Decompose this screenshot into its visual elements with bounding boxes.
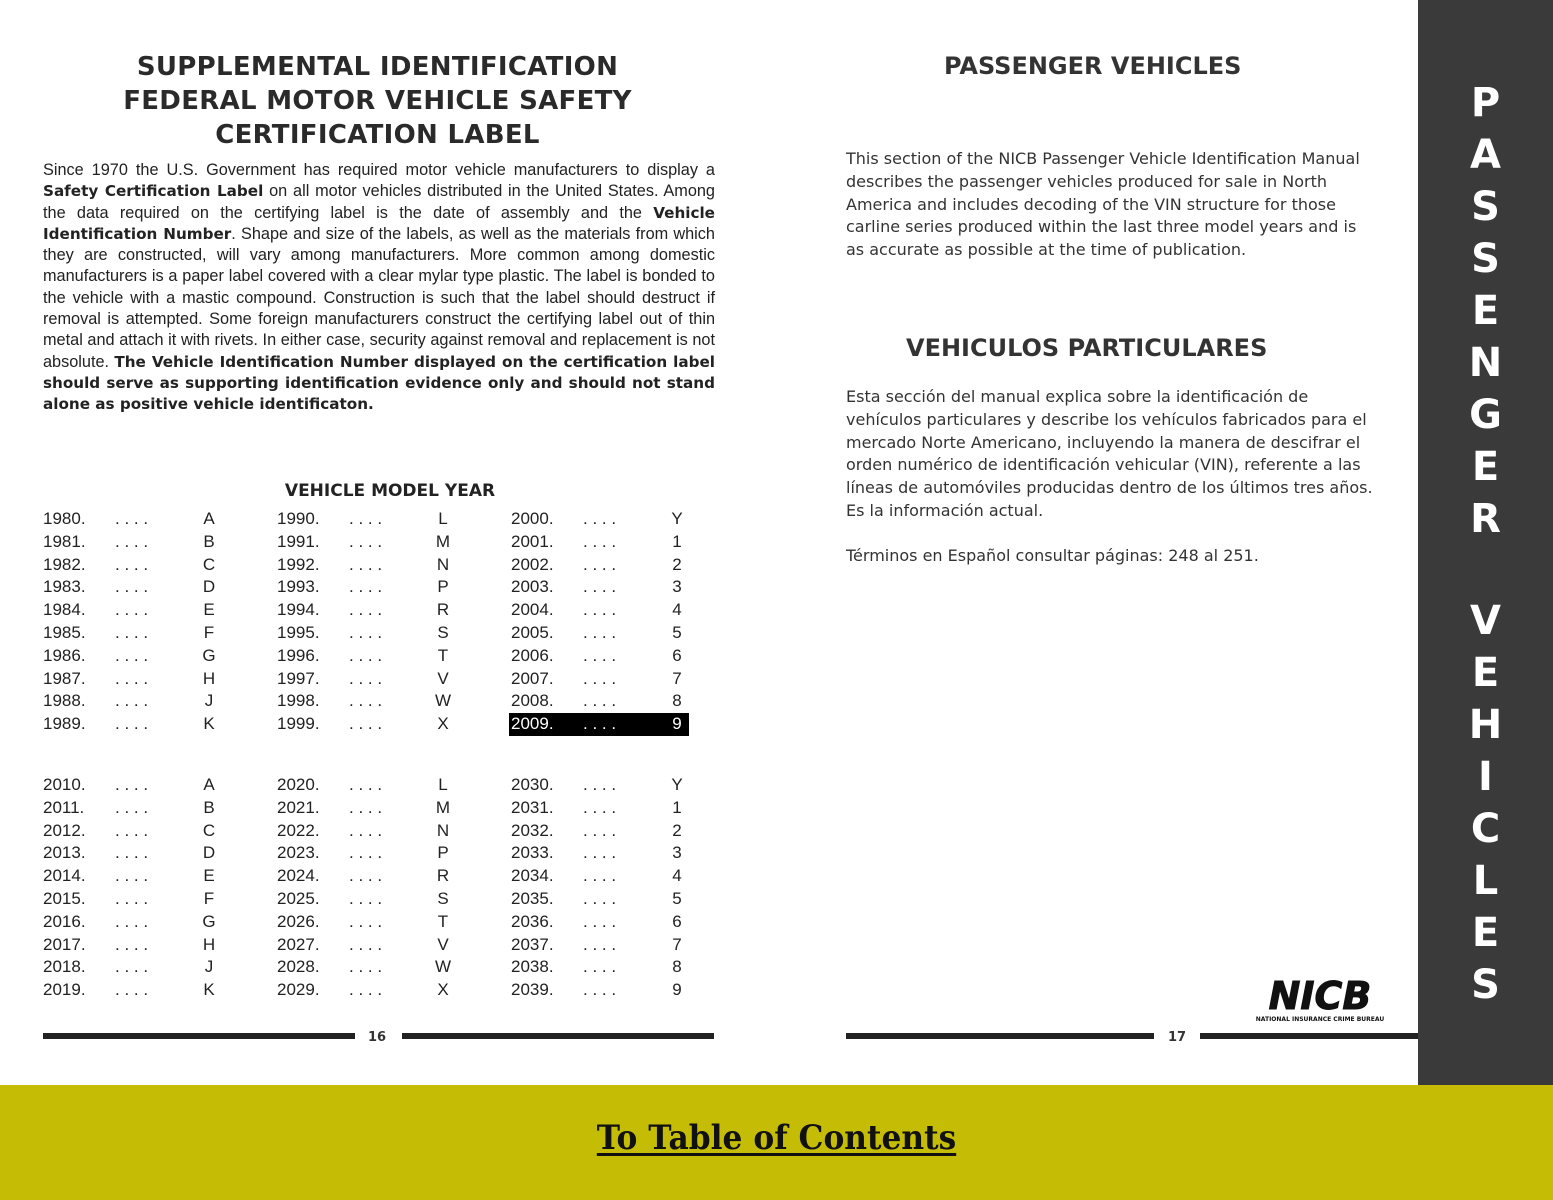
model-year: 2037. — [511, 934, 554, 954]
left-page-title — [40, 50, 715, 152]
vin-year-code: F — [203, 622, 215, 642]
model-year: 1982. — [43, 554, 86, 574]
model-year-row — [509, 774, 689, 797]
model-year-row — [275, 531, 455, 554]
side-tab-letter: R — [1470, 496, 1501, 542]
vin-year-code: G — [202, 911, 216, 931]
model-year-row — [275, 668, 455, 691]
title-line-1: SUPPLEMENTAL IDENTIFICATION — [136, 52, 619, 82]
vin-year-code: R — [436, 866, 450, 886]
leader-dots: . . . . — [115, 509, 149, 528]
vin-year-code: J — [204, 691, 214, 711]
leader-dots: . . . . — [583, 866, 617, 886]
model-year-row — [509, 554, 689, 577]
model-year: 1994. — [277, 600, 320, 620]
model-year: 2002. — [511, 554, 554, 574]
page-number-left: 16 — [368, 1030, 387, 1045]
model-year: 2032. — [511, 820, 554, 840]
model-year: 2024. — [277, 866, 320, 886]
vin-year-code: B — [203, 531, 215, 551]
model-year-row — [41, 934, 221, 957]
leader-dots: . . . . — [349, 577, 383, 597]
spanish-terms-note: Términos en Español consultar páginas: 248 al 251. — [846, 546, 1259, 565]
vin-year-code: X — [437, 714, 449, 734]
leader-dots: . . . . — [583, 577, 617, 597]
vin-year-code: Y — [671, 775, 683, 794]
leader-dots: . . . . — [583, 888, 617, 908]
side-tab-letter: P — [1470, 80, 1501, 126]
vin-year-code: F — [203, 888, 215, 908]
leader-dots: . . . . — [349, 691, 383, 711]
model-year-row — [509, 531, 689, 554]
leader-dots: . . . . — [583, 714, 617, 734]
model-year-row — [275, 797, 455, 820]
leader-dots: . . . . — [115, 577, 149, 597]
model-year-row — [41, 668, 221, 691]
vin-year-code: 5 — [672, 888, 682, 908]
model-year: 2012. — [43, 820, 86, 840]
leader-dots: . . . . — [115, 911, 149, 931]
leader-dots: . . . . — [115, 888, 149, 908]
model-year-row — [275, 599, 455, 622]
right-page — [770, 0, 1420, 1085]
vin-year-code: A — [203, 775, 215, 794]
side-tab-letter: A — [1470, 132, 1501, 178]
year-column-2000s — [509, 508, 689, 736]
vin-year-code: 5 — [672, 622, 682, 642]
model-year-row — [509, 622, 689, 645]
leader-dots: . . . . — [349, 531, 383, 551]
model-year-row — [275, 508, 455, 531]
vin-year-code: 4 — [672, 866, 682, 886]
model-year-row — [509, 934, 689, 957]
vin-year-code: A — [203, 509, 215, 528]
leader-dots: . . . . — [115, 957, 149, 977]
model-year: 2001. — [511, 531, 554, 551]
title-line-2: FEDERAL MOTOR VEHICLE SAFETY — [123, 86, 632, 116]
page-number-right: 17 — [1168, 1030, 1187, 1045]
leader-dots: . . . . — [583, 509, 617, 528]
model-year: 2004. — [511, 600, 554, 620]
leader-dots: . . . . — [583, 980, 617, 1000]
nicb-logo — [1240, 975, 1400, 1025]
vin-year-code: V — [437, 668, 449, 688]
vin-year-code: R — [436, 600, 450, 620]
side-tab-letter: E — [1471, 444, 1500, 490]
vin-year-code: 6 — [672, 645, 682, 665]
model-year: 1988. — [43, 691, 86, 711]
model-year: 2005. — [511, 622, 554, 642]
leader-dots: . . . . — [115, 843, 149, 863]
year-column-1980s — [41, 508, 221, 736]
vin-year-code: 8 — [672, 691, 682, 711]
leader-dots: . . . . — [115, 820, 149, 840]
leader-dots: . . . . — [115, 645, 149, 665]
vin-year-code: E — [203, 600, 215, 620]
model-year: 1999. — [277, 714, 320, 734]
vin-year-code: H — [202, 668, 216, 688]
leader-dots: . . . . — [583, 554, 617, 574]
vin-year-code: E — [203, 866, 215, 886]
side-tab-letter: S — [1471, 236, 1500, 282]
model-year-row — [509, 797, 689, 820]
model-year: 1996. — [277, 645, 320, 665]
leader-dots: . . . . — [349, 645, 383, 665]
model-year-row — [41, 531, 221, 554]
model-year: 1980. — [43, 509, 86, 528]
leader-dots: . . . . — [115, 934, 149, 954]
leader-dots: . . . . — [583, 645, 617, 665]
model-year-row — [275, 622, 455, 645]
side-tab-letter: N — [1468, 340, 1503, 386]
vin-year-code: L — [438, 775, 448, 794]
model-year-row — [509, 888, 689, 911]
model-year-row — [275, 956, 455, 979]
intro-paragraph-es: Esta sección del manual explica sobre la identificación de vehículos particulares y describe los vehículos fabricados para el mercado Norte Americano, incluyendo la manera de descifrar el orden numérico de identificación vehicular (VIN), referente a las líneas de automóviles producidas dentro de los últimos tres años. Es la información actual. — [846, 387, 1373, 520]
leader-dots: . . . . — [583, 957, 617, 977]
model-year: 2010. — [43, 775, 86, 794]
model-year: 2028. — [277, 957, 320, 977]
model-year-row — [41, 774, 221, 797]
vin-year-code: T — [437, 911, 449, 931]
model-year-row — [41, 911, 221, 934]
leader-dots: . . . . — [583, 531, 617, 551]
nicb-logo-subtext: NATIONAL INSURANCE CRIME BUREAU — [1255, 1016, 1385, 1023]
table-of-contents-link[interactable]: To Table of Contents — [596, 1118, 957, 1158]
model-year: 1985. — [43, 622, 86, 642]
model-year-row — [509, 865, 689, 888]
leader-dots: . . . . — [115, 866, 149, 886]
model-year-row — [509, 508, 689, 531]
leader-dots: . . . . — [349, 622, 383, 642]
model-year-row — [509, 842, 689, 865]
model-year-row — [509, 713, 689, 736]
model-year-row — [275, 865, 455, 888]
leader-dots: . . . . — [583, 843, 617, 863]
model-year: 2029. — [277, 980, 320, 1000]
leader-dots: . . . . — [349, 668, 383, 688]
body-bold-2: Vehicle Identification Number — [43, 203, 715, 243]
leader-dots: . . . . — [349, 509, 383, 528]
model-year-row — [275, 979, 455, 1002]
model-year: 2009. — [511, 714, 554, 734]
leader-dots: . . . . — [349, 911, 383, 931]
leader-dots: . . . . — [115, 980, 149, 1000]
leader-dots: . . . . — [349, 714, 383, 734]
vin-year-code: H — [202, 934, 216, 954]
model-year-row — [509, 690, 689, 713]
vin-year-code: 1 — [672, 531, 682, 551]
side-tab-letter: H — [1468, 702, 1503, 748]
model-year-row — [41, 713, 221, 736]
model-year-row — [509, 911, 689, 934]
vin-year-code: D — [202, 577, 216, 597]
model-year: 1995. — [277, 622, 320, 642]
vin-year-code: 1 — [672, 797, 682, 817]
model-year: 2035. — [511, 888, 554, 908]
model-year: 2007. — [511, 668, 554, 688]
model-year: 2000. — [511, 509, 554, 528]
leader-dots: . . . . — [583, 911, 617, 931]
body-text-1: Since 1970 the U.S. Government has required motor vehicle manufacturers to display a — [43, 161, 715, 179]
model-year-row — [41, 842, 221, 865]
leader-dots: . . . . — [583, 600, 617, 620]
leader-dots: . . . . — [349, 775, 383, 794]
leader-dots: . . . . — [583, 934, 617, 954]
leader-dots: . . . . — [349, 980, 383, 1000]
model-year: 1998. — [277, 691, 320, 711]
model-year-row — [41, 865, 221, 888]
section-side-tab — [1418, 0, 1553, 1085]
vin-year-code: S — [437, 888, 449, 908]
model-year: 2034. — [511, 866, 554, 886]
vin-year-code: M — [435, 531, 451, 551]
leader-dots: . . . . — [115, 668, 149, 688]
leader-dots: . . . . — [349, 843, 383, 863]
leader-dots: . . . . — [583, 691, 617, 711]
vin-year-code: K — [203, 714, 215, 734]
vin-year-code: M — [435, 797, 451, 817]
model-year-title: VEHICLE MODEL YEAR — [284, 481, 496, 501]
heading-vehiculos-particulares: VEHICULOS PARTICULARES — [906, 334, 1268, 362]
footer-rule-right-b — [1200, 1033, 1420, 1039]
leader-dots: . . . . — [349, 797, 383, 817]
vin-year-code: T — [437, 645, 449, 665]
side-tab-letter: E — [1471, 910, 1500, 956]
year-column-1990s — [275, 508, 455, 736]
nicb-logo-text: NICB — [1268, 975, 1372, 1018]
year-column-2020s — [275, 774, 455, 1002]
leader-dots: . . . . — [115, 797, 149, 817]
vin-year-code: 3 — [672, 577, 682, 597]
model-year: 2017. — [43, 934, 86, 954]
model-year-row — [41, 797, 221, 820]
vin-year-code: 2 — [672, 820, 682, 840]
side-tab-letter: E — [1471, 288, 1500, 334]
vin-year-code: X — [437, 980, 449, 1000]
model-year-row — [41, 888, 221, 911]
model-year: 2019. — [43, 980, 86, 1000]
model-year: 2027. — [277, 934, 320, 954]
vin-year-code: 7 — [672, 668, 682, 688]
model-year: 1986. — [43, 645, 86, 665]
model-year: 1981. — [43, 531, 86, 551]
model-year: 2016. — [43, 911, 86, 931]
model-year-row — [41, 956, 221, 979]
model-year-row — [41, 690, 221, 713]
vin-year-code: 9 — [672, 714, 682, 734]
model-year-row — [509, 668, 689, 691]
model-year: 2021. — [277, 797, 320, 817]
model-year: 2015. — [43, 888, 86, 908]
model-year: 2011. — [43, 797, 85, 817]
leader-dots: . . . . — [349, 934, 383, 954]
body-bold-3: The Vehicle Identification Number displayed on the certification label should serve as supporting identification evidence only and should not stand alone as positive vehicle identificaton. — [43, 352, 715, 414]
model-year: 2018. — [43, 957, 86, 977]
model-year: 2038. — [511, 957, 554, 977]
model-year: 1997. — [277, 668, 320, 688]
model-year: 2036. — [511, 911, 554, 931]
body-text-2: on all motor vehicles distributed in the United States. Among the data required on the certifying label is the date of assembly and the — [43, 182, 715, 222]
model-year: 2003. — [511, 577, 554, 597]
vin-year-code: K — [203, 980, 215, 1000]
model-year: 1990. — [277, 509, 320, 528]
side-tab-letter: S — [1471, 184, 1500, 230]
side-tab-letter: I — [1478, 754, 1493, 800]
vin-year-code: N — [436, 554, 450, 574]
model-year: 1991. — [277, 531, 320, 551]
model-year-row — [275, 842, 455, 865]
left-page — [0, 0, 770, 1085]
vin-year-code: 2 — [672, 554, 682, 574]
model-year-row — [41, 622, 221, 645]
model-year-row — [41, 554, 221, 577]
side-tab-letter: L — [1472, 858, 1499, 904]
leader-dots: . . . . — [349, 554, 383, 574]
model-year-row — [41, 599, 221, 622]
model-year-row — [509, 956, 689, 979]
body-text-3: . Shape and size of the labels, as well as the materials from which they are constructed, will vary among manufacturers. More common among domestic manufacturers is a paper label covered with a clear mylar type plastic. The label is bonded to the vehicle with a mastic compound. Construction is such that the label should destruct if removal is attempted. Some foreign manufacturers construct the certifying label out of thin metal and attach it with rivets. In either case, security against removal and replacement is not absolute. — [43, 224, 715, 371]
model-year-row — [41, 820, 221, 843]
vin-year-code: B — [203, 797, 215, 817]
model-year-row — [509, 576, 689, 599]
model-year: 2031. — [511, 797, 554, 817]
model-year-row — [275, 934, 455, 957]
model-year: 1993. — [277, 577, 320, 597]
leader-dots: . . . . — [583, 622, 617, 642]
side-tab-letter: G — [1469, 392, 1502, 438]
model-year: 2030. — [511, 775, 554, 794]
model-year-row — [275, 888, 455, 911]
vin-year-code: L — [438, 509, 448, 528]
vin-year-code: 9 — [672, 980, 682, 1000]
leader-dots: . . . . — [115, 554, 149, 574]
model-year-row — [275, 713, 455, 736]
model-year: 2039. — [511, 980, 554, 1000]
vin-year-code: P — [437, 577, 449, 597]
model-year: 2033. — [511, 843, 554, 863]
leader-dots: . . . . — [349, 888, 383, 908]
vin-year-code: W — [434, 691, 452, 711]
model-year: 1984. — [43, 600, 86, 620]
vin-year-code: 4 — [672, 600, 682, 620]
model-year-row — [275, 911, 455, 934]
model-year-row — [275, 554, 455, 577]
year-column-2030s — [509, 774, 689, 1002]
leader-dots: . . . . — [583, 668, 617, 688]
side-tab-letter: E — [1471, 650, 1500, 696]
vin-year-code: N — [436, 820, 450, 840]
model-year-row — [275, 774, 455, 797]
vin-year-code: S — [437, 622, 449, 642]
vin-year-code: G — [202, 645, 216, 665]
model-year-row — [275, 576, 455, 599]
vin-year-code: V — [437, 934, 449, 954]
side-tab-letter: C — [1470, 806, 1501, 852]
vin-year-code: C — [202, 820, 216, 840]
model-year: 2013. — [43, 843, 86, 863]
vin-year-code: Y — [671, 509, 683, 528]
leader-dots: . . . . — [115, 714, 149, 734]
body-bold-1: Safety Certification Label — [43, 182, 264, 201]
leader-dots: . . . . — [115, 531, 149, 551]
leader-dots: . . . . — [583, 820, 617, 840]
intro-paragraph-en: This section of the NICB Passenger Vehicle Identification Manual describes the passenger vehicles produced for sale in North America and includes decoding of the VIN structure for those carline series produced within the last three model years and is as accurate as possible at the time of publication. — [846, 149, 1360, 260]
leader-dots: . . . . — [349, 957, 383, 977]
side-tab-letter: S — [1471, 962, 1500, 1008]
model-year-row — [41, 576, 221, 599]
vin-year-code: 3 — [672, 843, 682, 863]
model-year: 2008. — [511, 691, 554, 711]
model-year: 1992. — [277, 554, 320, 574]
model-year-row — [509, 820, 689, 843]
footer-rule-right-a — [846, 1033, 1154, 1039]
vin-year-code: J — [204, 957, 214, 977]
side-tab-letter: V — [1470, 598, 1501, 644]
model-year: 2025. — [277, 888, 320, 908]
model-year-row — [275, 820, 455, 843]
model-year: 2020. — [277, 775, 320, 794]
certification-label-paragraph — [43, 160, 715, 416]
leader-dots: . . . . — [583, 775, 617, 794]
leader-dots: . . . . — [115, 600, 149, 620]
vin-year-code: P — [437, 843, 449, 863]
model-year: 1987. — [43, 668, 86, 688]
model-year-row — [509, 979, 689, 1002]
footer-rule-left-b — [402, 1033, 714, 1039]
model-year: 2022. — [277, 820, 320, 840]
leader-dots: . . . . — [349, 600, 383, 620]
model-year: 2006. — [511, 645, 554, 665]
model-year: 2014. — [43, 866, 86, 886]
model-year: 1989. — [43, 714, 86, 734]
leader-dots: . . . . — [115, 775, 149, 794]
leader-dots: . . . . — [349, 866, 383, 886]
vin-year-code: C — [202, 554, 216, 574]
model-year-row — [509, 599, 689, 622]
model-year: 2026. — [277, 911, 320, 931]
vin-year-code: W — [434, 957, 452, 977]
vin-year-code: 6 — [672, 911, 682, 931]
leader-dots: . . . . — [349, 820, 383, 840]
vin-year-code: 7 — [672, 934, 682, 954]
footer-rule-left-a — [43, 1033, 355, 1039]
model-year-row — [275, 645, 455, 668]
leader-dots: . . . . — [115, 622, 149, 642]
model-year-row — [41, 979, 221, 1002]
model-year-row — [41, 508, 221, 531]
model-year-row — [509, 645, 689, 668]
leader-dots: . . . . — [583, 797, 617, 817]
model-year: 1983. — [43, 577, 86, 597]
vin-year-code: 8 — [672, 957, 682, 977]
model-year-row — [41, 645, 221, 668]
model-year-row — [275, 690, 455, 713]
title-line-3: CERTIFICATION LABEL — [215, 120, 540, 150]
heading-passenger-vehicles: PASSENGER VEHICLES — [944, 52, 1242, 80]
year-column-2010s — [41, 774, 221, 1002]
vin-year-code: D — [202, 843, 216, 863]
model-year: 2023. — [277, 843, 320, 863]
leader-dots: . . . . — [115, 691, 149, 711]
